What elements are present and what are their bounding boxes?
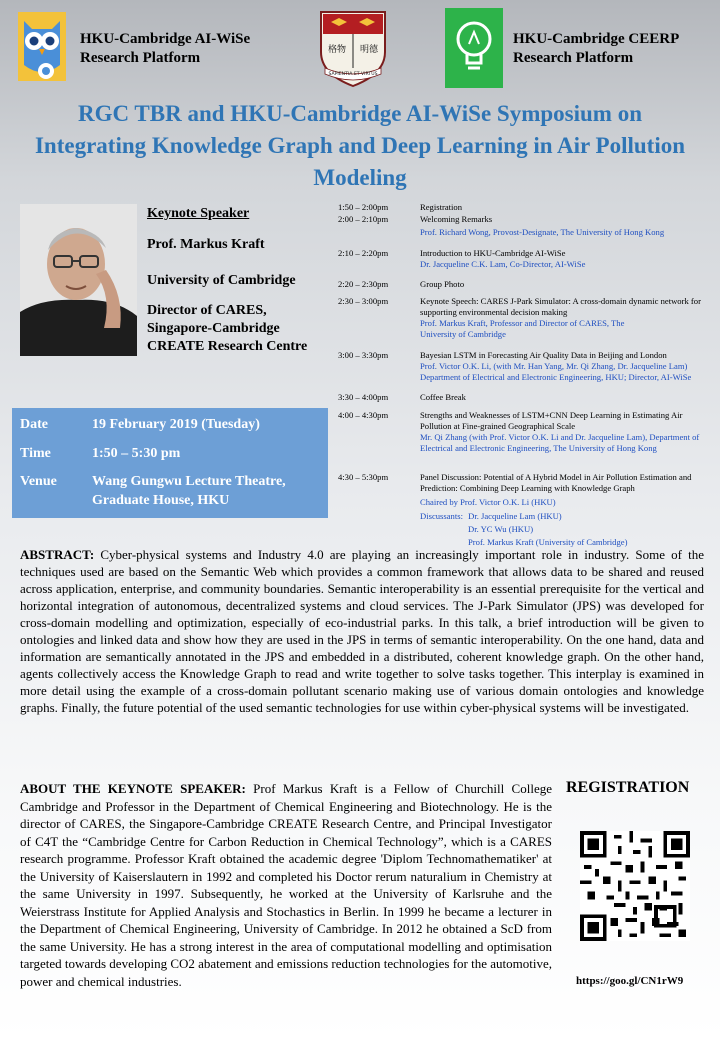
symposium-title: RGC TBR and HKU-Cambridge AI-WiSe Symposium on Integrating Knowledge Graph and Deep Learning in Air Pollution Modeling [34, 101, 686, 190]
abstract-label: ABSTRACT: [20, 547, 95, 562]
schedule-time: 3:00 – 3:30pm [338, 350, 389, 360]
schedule-speaker: Prof. Markus Kraft, Professor and Director of CARES, The University of Cambridge [420, 318, 625, 339]
date-value: 19 February 2019 (Tuesday) [92, 417, 260, 432]
crest-chars-left: 格物 [327, 45, 347, 55]
schedule-description: Group Photo [420, 279, 465, 289]
speaker-bio-paragraph [20, 780, 552, 990]
date-label: Date [20, 417, 48, 432]
schedule-time: 1:50 – 2:00pm [338, 202, 389, 212]
ceerp-lightbulb-logo [445, 8, 503, 88]
panel-label: Discussants: [420, 511, 463, 521]
schedule-speaker: Chaired by Prof. Victor O.K. Li (HKU) [420, 497, 556, 507]
speaker-photo [20, 204, 137, 356]
panel-discussants [420, 511, 712, 522]
registration-heading: REGISTRATION [566, 779, 690, 796]
panel-member: Prof. Markus Kraft (University of Cambridge) [468, 537, 628, 547]
schedule-speaker: Prof. Victor O.K. Li, (with Mr. Han Yang, Mr. Qi Zhang, Dr. Jacqueline Lam) Department of Electrical and Electronic Engineering, HKU; Director, AI-WiSe [420, 361, 692, 382]
speaker-portrait-image [20, 204, 137, 356]
schedule-speaker: Mr. Qi Zhang (with Prof. Victor O.K. Li and Dr. Jacqueline Lam), Department of Electrical and Electronic Engineering, The University of Hong Kong [420, 432, 700, 453]
schedule-time: 3:30 – 4:00pm [338, 392, 389, 402]
schedule-time: 2:10 – 2:20pm [338, 248, 389, 258]
about-text: Prof Markus Kraft is a Fellow of Churchill College Cambridge and Professor in the Department of Chemical Engineering and Biotechnology. He is the director of CARES, the Singapore-Cambridge CREATE Research Centre, and Principal Investigator of C4T the “Cambridge Centre for Carbon Reduction in Chemical Technology”, which is a CARES research programme. Professor Kraft obtained the academic degree 'Diplom Technomathematiker' at the University of Kaiserslautern in 1992 and completed his Doctor rerum naturalium in Chemistry at the same University in 1997. Subsequently, he worked at the University of Karlsruhe and the Weierstrass Institute for Applied Analysis and Stochastics in Berlin. In 1999 he became a lecturer in the Department of Chemical Engineering, University of Cambridge. In 2012 he obtained a ScD from the same University. He has a strong interest in the area of computational modelling and optimisation targeted towards developing CO2 abatement and emissions reduction technologies for the automotive, power and chemical industries. [20, 781, 552, 989]
event-details-box [12, 408, 328, 518]
org-name-right: HKU-Cambridge CEERP Research Platform [513, 31, 680, 66]
venue-label: Venue [20, 474, 57, 489]
schedule-description: Panel Discussion: Potential of A Hybrid Model in Air Pollution Estimation and Prediction: Combining Deep Learning with Knowledge Graph [420, 472, 692, 493]
crest-chars-right: 明德 [359, 45, 379, 55]
keynote-speaker-heading: Keynote Speaker [147, 206, 250, 221]
panel-member: Dr. YC Wu (HKU) [468, 524, 534, 534]
time-value: 1:50 – 5:30 pm [92, 446, 181, 461]
schedule-time: 4:00 – 4:30pm [338, 410, 389, 420]
hku-crest [315, 8, 391, 88]
schedule-description: Introduction to HKU-Cambridge AI-WiSe [420, 248, 566, 258]
schedule-description: Strengths and Weaknesses of LSTM+CNN Deep Learning in Estimating Air Pollution at Fine-grained Geographical Scale [420, 410, 683, 431]
about-label: ABOUT THE KEYNOTE SPEAKER: [20, 781, 246, 796]
schedule-description: Registration [420, 202, 463, 212]
venue-value: Wang Gungwu Lecture Theatre, Graduate House, HKU [92, 474, 286, 508]
org-name-left: HKU-Cambridge AI-WiSe Research Platform [80, 31, 251, 66]
schedule-time: 4:30 – 5:30pm [338, 472, 389, 482]
registration-qr-code[interactable] [580, 831, 690, 941]
ai-wise-owl-logo [14, 9, 70, 84]
abstract-text: Cyber-physical systems and Industry 4.0 are playing an increasingly important role in industry. Some of the techniques used are based on the Semantic Web which provides a common framework that allows data to be shared and reused across application, enterprise, and community boundaries. Semantic interoperability is an essential prerequisite for the vertical and horizontal integration of autonomous, decentralized systems and cloud services. The J-Park Simulator (JPS) was developed for cross-domain modelling and optimization, especially of eco-industrial parks. In this talk, a brief introduction will be given to ontologies and linked data and show how they are used in the JPS in terms of semantic interoperability. On the one hand, data and information are semantically annotated in the JPS and embedded in a distributed, coherent knowledge graph. On the other hand, agents collectively access the Knowledge Graph to read and write together to solve tasks together. This interplay is examined in more detail using the example of a cross-domain pollutant scenario making use of various domain ontologies and knowledge graphs. Finally, the future potential of the used semantic technologies for use within cyber-physical systems will be investigated. [20, 547, 705, 715]
panel-member: Dr. Jacqueline Lam (HKU) [468, 511, 562, 521]
schedule-speaker: Dr. Jacqueline C.K. Lam, Co-Director, AI-WiSe [420, 259, 586, 269]
abstract-paragraph [20, 546, 704, 716]
schedule-time: 2:20 – 2:30pm [338, 279, 389, 289]
schedule-description: Keynote Speech: CARES J-Park Simulator: A cross-domain dynamic network for supporting environmental decision making [420, 296, 701, 317]
speaker-affiliation: University of Cambridge [147, 273, 296, 288]
schedule-description: Welcoming Remarks [420, 214, 493, 224]
schedule-speaker: Prof. Richard Wong, Provost-Designate, The University of Hong Kong [420, 227, 665, 237]
registration-url[interactable]: https://goo.gl/CN1rW9 [576, 975, 684, 987]
speaker-role: Director of CARES, Singapore-Cambridge CREATE Research Centre [147, 303, 308, 354]
schedule-time: 2:00 – 2:10pm [338, 214, 389, 224]
schedule-time: 2:30 – 3:00pm [338, 296, 389, 306]
speaker-name: Prof. Markus Kraft [147, 237, 265, 252]
time-label: Time [20, 446, 51, 461]
schedule-description: Bayesian LSTM in Forecasting Air Quality Data in Beijing and London [420, 350, 667, 360]
crest-motto: SAPIENTIA ET VIRTUS [328, 72, 378, 77]
schedule-description: Coffee Break [420, 392, 466, 402]
